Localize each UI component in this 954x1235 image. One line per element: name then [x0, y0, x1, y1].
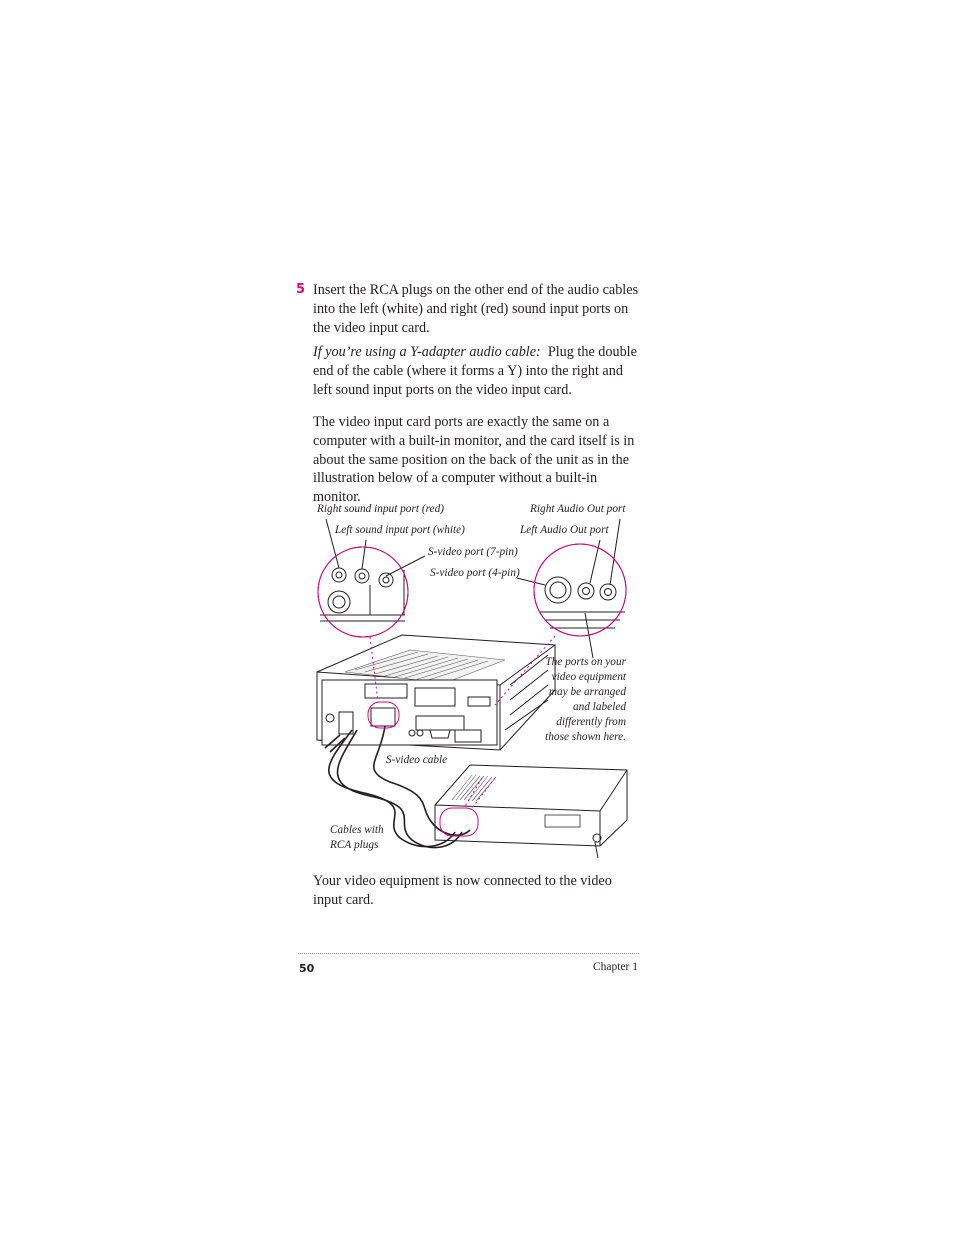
- step-number: 5: [296, 282, 306, 297]
- y-adapter-text: Plug the double end of the cable (where it forms a Y) into the right and left sound input ports on the video input card.: [313, 344, 637, 398]
- callout-svideo-cable: S-video cable: [386, 754, 448, 766]
- callout-right-sound-input: Right sound input port (red): [317, 503, 444, 515]
- chapter-label: Chapter 1: [592, 961, 638, 973]
- step-text: Insert the RCA plugs on the other end of the audio cables into the left (white) and right (red) sound input ports on the video input card.: [313, 282, 639, 336]
- footer-rule: [298, 953, 639, 954]
- callout-svideo-4pin: S-video port (4-pin): [430, 567, 520, 579]
- y-adapter-paragraph: [313, 343, 643, 399]
- callout-cables-rca-line2: RCA plugs: [330, 839, 379, 851]
- page-number: 50: [299, 962, 315, 975]
- callout-cables-rca-line1: Cables with: [330, 824, 384, 836]
- callout-left-audio-out: Left Audio Out port: [520, 524, 609, 536]
- intro-paragraph: The video input card ports are exactly the same on a computer with a built-in monitor, and the card itself is in about the same position on the back of the unit as in the illustration below of a computer without a built-in monitor.: [313, 414, 635, 506]
- ports-note: The ports on your video equipment may be arranged and labeled differently from those shown here.: [545, 656, 626, 743]
- callout-right-audio-out: Right Audio Out port: [530, 503, 626, 515]
- callout-svideo-7pin: S-video port (7-pin): [428, 546, 518, 558]
- callout-left-sound-input: Left sound input port (white): [335, 524, 465, 536]
- closing-paragraph: Your video equipment is now connected to the video input card.: [313, 873, 612, 908]
- y-adapter-lead: If you’re using a Y-adapter audio cable:: [313, 344, 541, 360]
